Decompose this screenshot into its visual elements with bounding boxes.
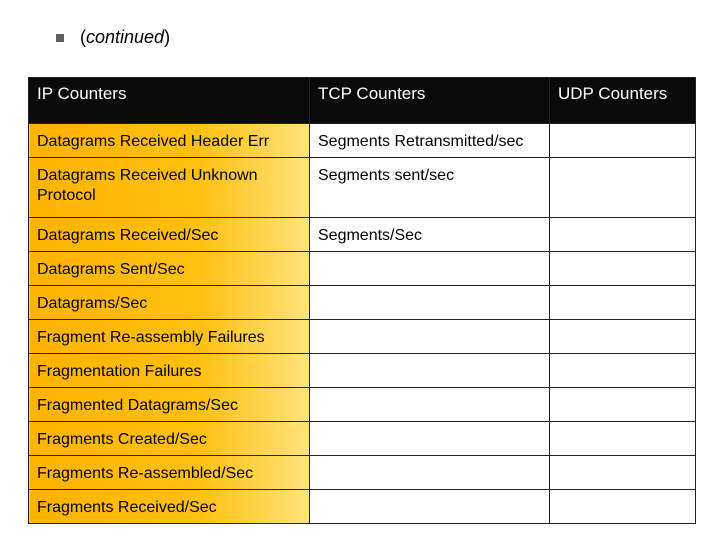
- udp-counter-cell: [550, 490, 696, 524]
- counters-table: [28, 77, 696, 524]
- header-tcp-counters: TCP Counters: [310, 78, 550, 124]
- table-row: [29, 388, 696, 422]
- ip-counter-cell: Fragmentation Failures: [29, 354, 310, 388]
- tcp-counter-cell: [310, 354, 550, 388]
- udp-counter-cell: [550, 252, 696, 286]
- close-paren: ): [164, 26, 171, 47]
- table-row: [29, 218, 696, 252]
- table-row: [29, 490, 696, 524]
- udp-counter-cell: [550, 354, 696, 388]
- table-row: [29, 354, 696, 388]
- ip-counter-cell: Datagrams Received Header Err: [29, 124, 310, 158]
- tcp-counter-cell: [310, 456, 550, 490]
- ip-counter-cell: Fragments Created/Sec: [29, 422, 310, 456]
- tcp-counter-cell: Segments Retransmitted/sec: [310, 124, 550, 158]
- udp-counter-cell: [550, 320, 696, 354]
- square-bullet-icon: [56, 34, 64, 42]
- open-paren: (: [80, 26, 86, 47]
- tcp-counter-cell: [310, 286, 550, 320]
- continued-bullet: [56, 26, 170, 48]
- tcp-counter-cell: [310, 490, 550, 524]
- header-ip-counters: IP Counters: [29, 78, 310, 124]
- udp-counter-cell: [550, 124, 696, 158]
- tcp-counter-cell: Segments/Sec: [310, 218, 550, 252]
- ip-counter-cell: Datagrams Received/Sec: [29, 218, 310, 252]
- tcp-counter-cell: [310, 320, 550, 354]
- ip-counter-cell: Datagrams Sent/Sec: [29, 252, 310, 286]
- table-row: [29, 456, 696, 490]
- udp-counter-cell: [550, 456, 696, 490]
- table-row: [29, 320, 696, 354]
- table-row: [29, 158, 696, 218]
- udp-counter-cell: [550, 422, 696, 456]
- udp-counter-cell: [550, 286, 696, 320]
- table-row: [29, 422, 696, 456]
- tcp-counter-cell: [310, 388, 550, 422]
- ip-counter-cell: Fragments Received/Sec: [29, 490, 310, 524]
- tcp-counter-cell: [310, 252, 550, 286]
- udp-counter-cell: [550, 218, 696, 252]
- ip-counter-cell: Fragments Re-assembled/Sec: [29, 456, 310, 490]
- table-row: [29, 252, 696, 286]
- table-row: [29, 286, 696, 320]
- ip-counter-cell: Datagrams/Sec: [29, 286, 310, 320]
- continued-text: continued: [86, 26, 165, 47]
- header-row: [29, 78, 696, 124]
- tcp-counter-cell: Segments sent/sec: [310, 158, 550, 218]
- table-row: [29, 124, 696, 158]
- ip-counter-cell: Fragment Re-assembly Failures: [29, 320, 310, 354]
- udp-counter-cell: [550, 388, 696, 422]
- ip-counter-cell: Fragmented Datagrams/Sec: [29, 388, 310, 422]
- header-udp-counters: UDP Counters: [550, 78, 696, 124]
- udp-counter-cell: [550, 158, 696, 218]
- tcp-counter-cell: [310, 422, 550, 456]
- ip-counter-cell: Datagrams Received Unknown Protocol: [29, 158, 310, 218]
